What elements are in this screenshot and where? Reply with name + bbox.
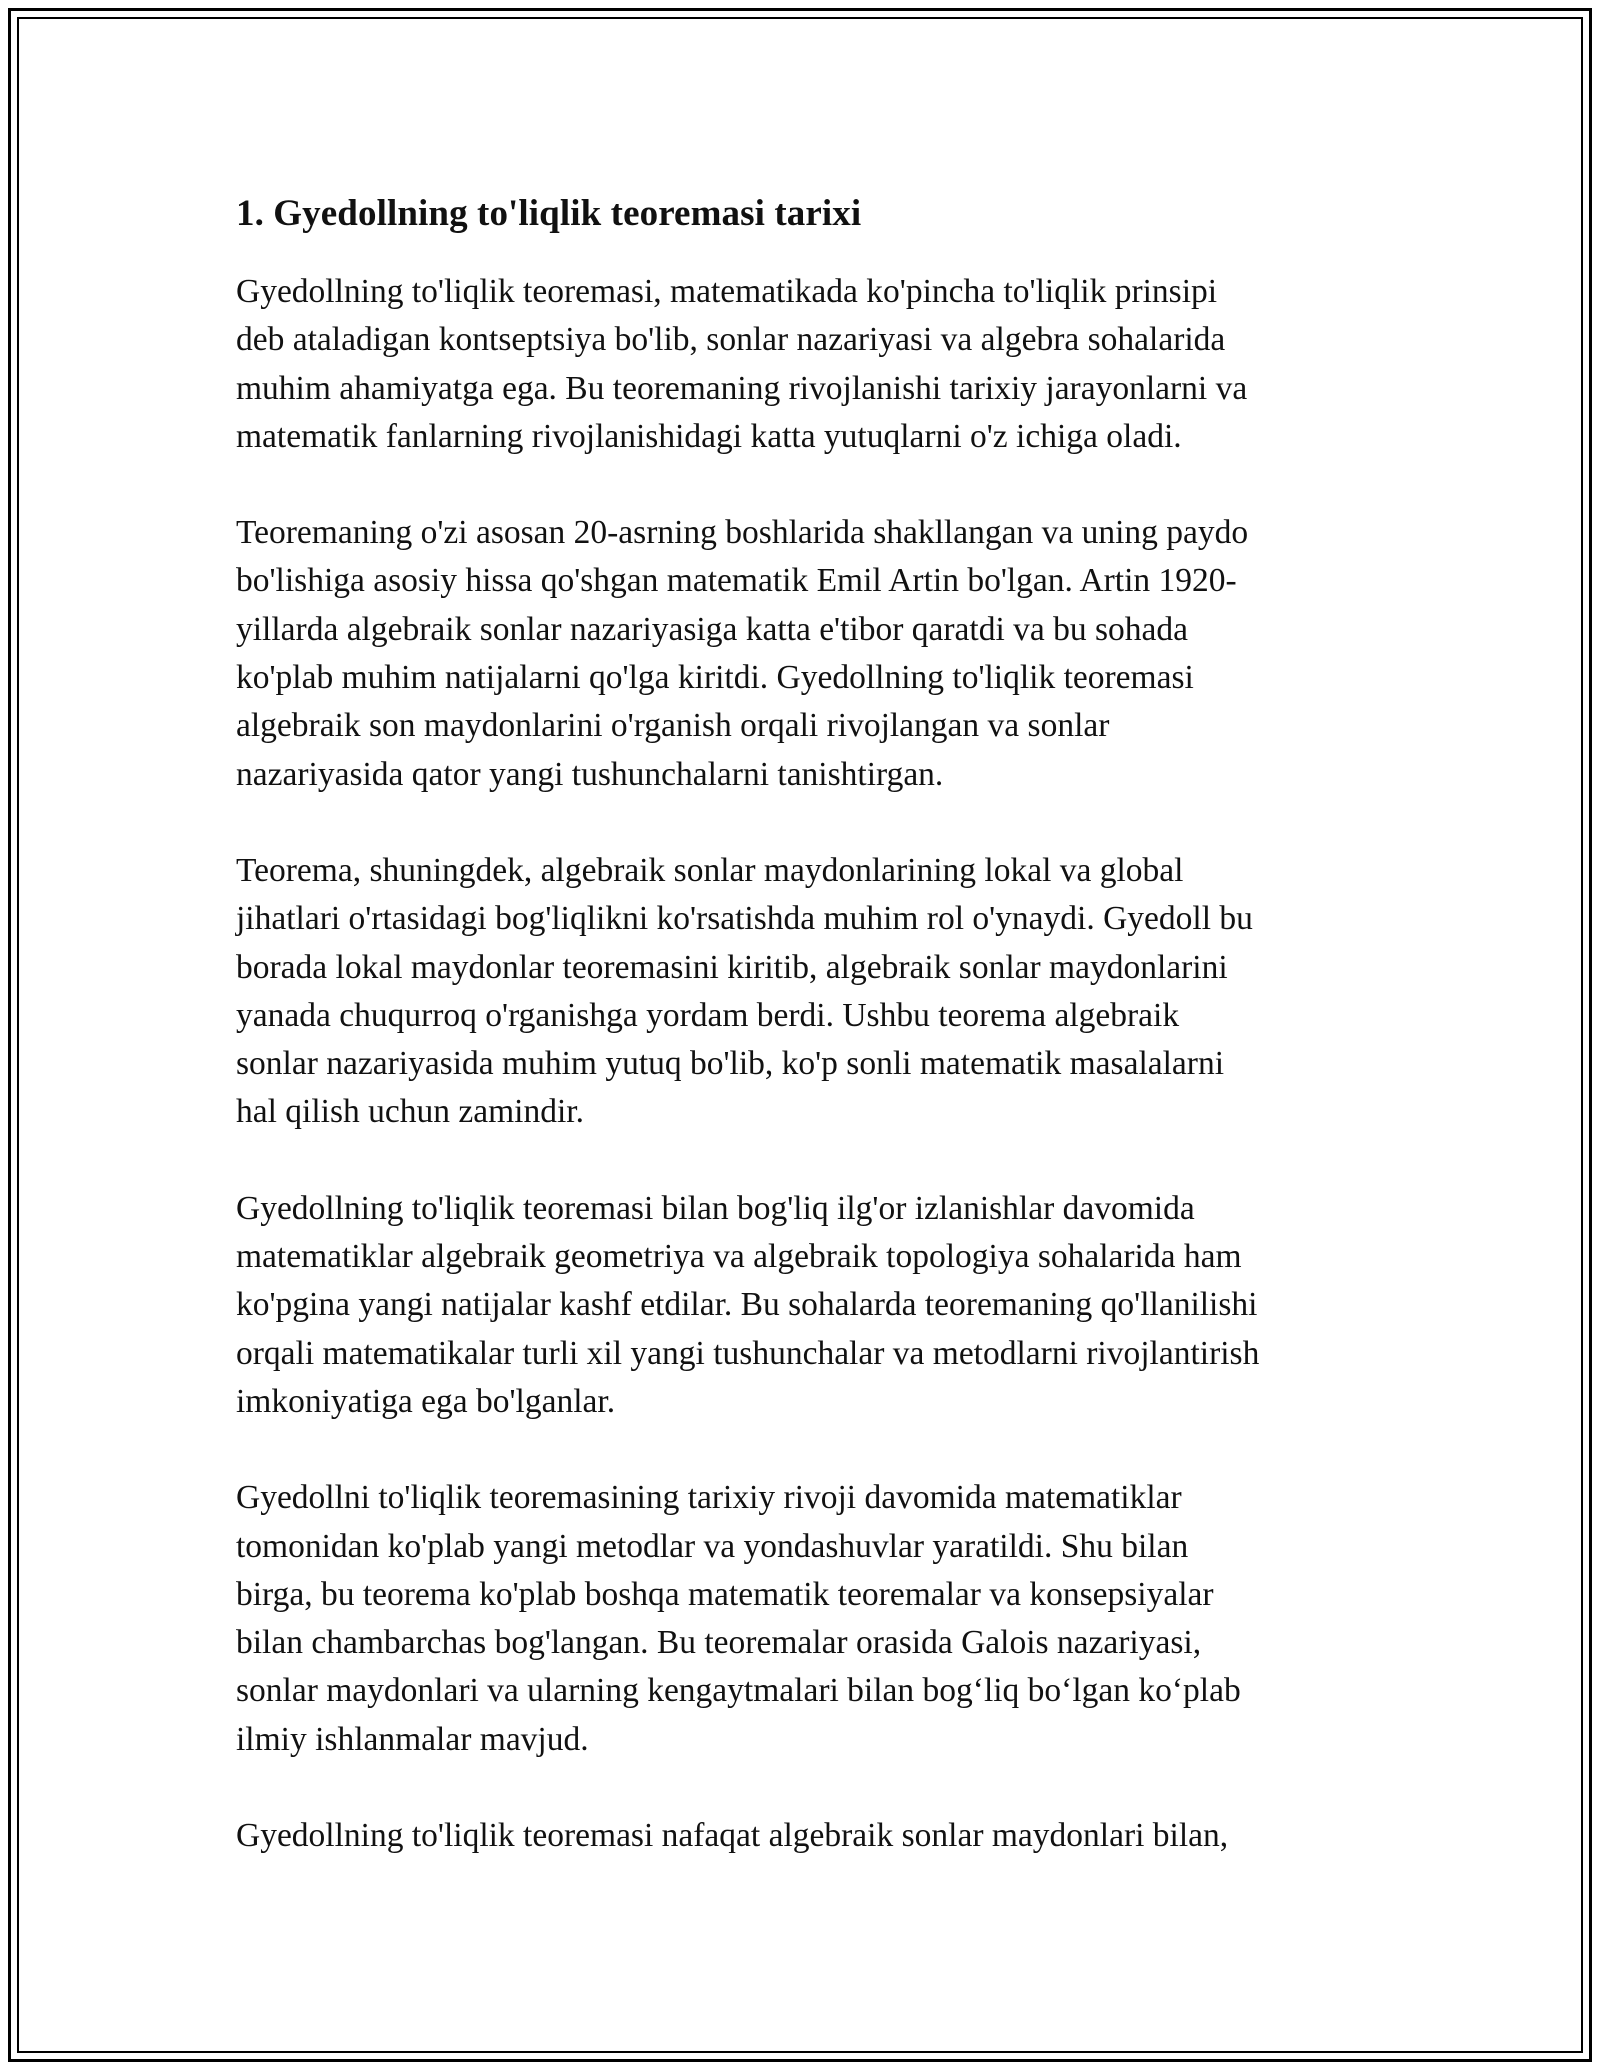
paragraph-3 bbox=[236, 847, 1356, 1137]
text-line: yanada chuqurroq o'rganishga yordam berdi. Ushbu teorema algebraik bbox=[236, 996, 1180, 1034]
text-line: muhim ahamiyatga ega. Bu teoremaning rivojlanishi tarixiy jarayonlarni va bbox=[236, 369, 1248, 407]
text-line: yillarda algebraik sonlar nazariyasiga katta e'tibor qaratdi va bu sohada bbox=[236, 610, 1189, 648]
text-line: matematik fanlarning rivojlanishidagi katta yutuqlarni o'z ichiga oladi. bbox=[236, 417, 1182, 455]
text-line: matematiklar algebraik geometriya va algebraik topologiya sohalarida ham bbox=[236, 1238, 1242, 1276]
text-line: imkoniyatiga ega bo'lganlar. bbox=[236, 1382, 616, 1420]
text-line: Gyedollning to'liqlik teoremasi, matematikada ko'pincha to'liqlik prinsipi bbox=[236, 273, 1218, 310]
text-line: algebraik son maydonlarini o'rganish orqali rivojlangan va sonlar bbox=[236, 707, 1110, 745]
text-line: sonlar nazariyasida muhim yutuq bo'lib, ko'p sonli matematik masalalarni bbox=[236, 1045, 1225, 1083]
text-line: Gyedollning to'liqlik teoremasi bilan bog'liq ilg'or izlanishlar davomida bbox=[236, 1189, 1195, 1227]
text-line: nazariyasida qator yangi tushunchalarni tanishtirgan. bbox=[236, 755, 944, 793]
text-line: tomonidan ko'plab yangi metodlar va yondashuvlar yaratildi. Shu bilan bbox=[236, 1527, 1189, 1565]
paragraph-6 bbox=[236, 1812, 1356, 1860]
text-line: Teoremaning o'zi asosan 20-asrning boshlarida shakllangan va uning paydo bbox=[236, 514, 1249, 552]
text-line: deb ataladigan kontseptsiya bo'lib, sonlar nazariyasi va algebra sohalarida bbox=[236, 321, 1226, 359]
text-line: sonlar maydonlari va ularning kengaytmalari bilan bog‘liq bo‘lgan ko‘plab bbox=[236, 1672, 1241, 1710]
text-line: orqali matematikalar turli xil yangi tushunchalar va metodlarni rivojlantirish bbox=[236, 1334, 1260, 1372]
paragraph-1 bbox=[236, 268, 1356, 461]
text-line: jihatlari o'rtasidagi bog'liqlikni ko'rsatishda muhim rol o'ynaydi. Gyedoll bu bbox=[236, 900, 1253, 938]
text-line: ko'pgina yangi natijalar kashf etdilar. Bu sohalarda teoremaning qo'llanilishi bbox=[236, 1286, 1258, 1324]
section-heading: 1. Gyedollning to'liqlik teoremasi tarixi bbox=[236, 193, 862, 234]
text-line: ko'plab muhim natijalarni qo'lga kiritdi. Gyedollning to'liqlik teoremasi bbox=[236, 659, 1194, 697]
text-line: bilan chambarchas bog'langan. Bu teoremalar orasida Galois nazariyasi, bbox=[236, 1624, 1202, 1662]
document-body bbox=[236, 188, 1356, 1908]
text-line: bo'lishiga asosiy hissa qo'shgan matematik Emil Artin bo'lgan. Artin 1920- bbox=[236, 562, 1237, 600]
text-line: Gyedollning to'liqlik teoremasi nafaqat algebraik sonlar maydonlari bilan, bbox=[236, 1817, 1229, 1855]
text-line: Teorema, shuningdek, algebraik sonlar maydonlarining lokal va global bbox=[236, 851, 1184, 889]
paragraph-4 bbox=[236, 1185, 1356, 1426]
text-line: birga, bu teorema ko'plab boshqa matematik teoremalar va konsepsiyalar bbox=[236, 1575, 1214, 1613]
text-line: ilmiy ishlanmalar mavjud. bbox=[236, 1720, 589, 1758]
paragraph-5 bbox=[236, 1474, 1356, 1764]
paragraph-2 bbox=[236, 509, 1356, 799]
text-line: borada lokal maydonlar teoremasini kiritib, algebraik sonlar maydonlarini bbox=[236, 948, 1228, 986]
text-line: hal qilish uchun zamindir. bbox=[236, 1093, 584, 1131]
text-line: Gyedollni to'liqlik teoremasining tarixiy rivoji davomida matematiklar bbox=[236, 1479, 1182, 1517]
